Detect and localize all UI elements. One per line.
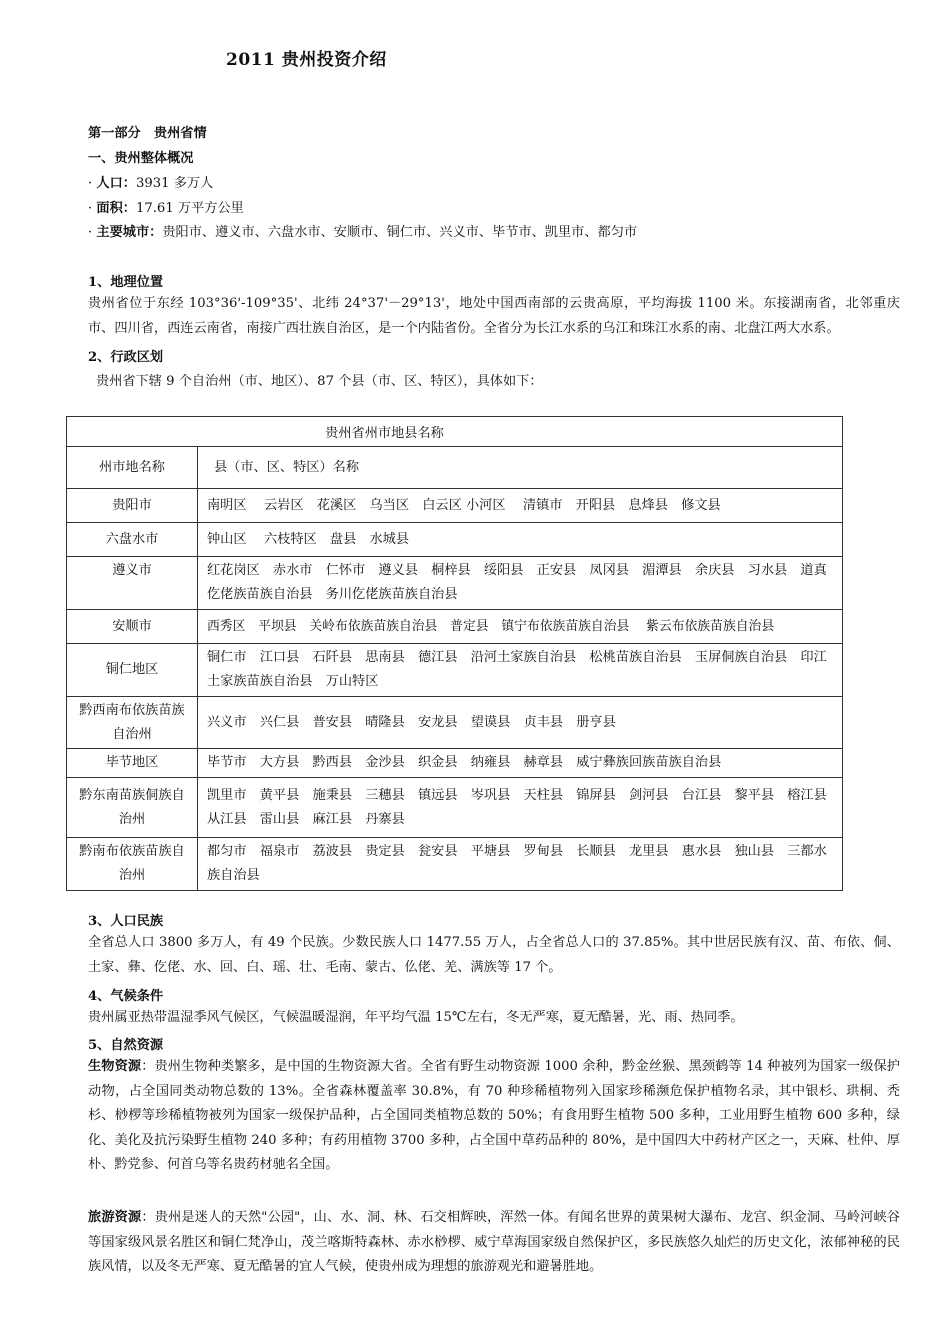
geo-paragraph: 贵州省位于东经 103°36'-109°35'、北纬 24°37'－29°13'，地处中国西南部的云贵高原，平均海拔 1100 米。东接湖南省，北邻重庆市、四川省，西连云南省，南接广西壮族自治区，是一个内陆省份。全省分为长江水系的乌江和珠江水系的南、北盘江两大水系。 bbox=[88, 296, 900, 336]
table-row bbox=[67, 838, 843, 891]
bullet-label: 面积： bbox=[96, 201, 136, 216]
county-list: 铜仁市 江口县 石阡县 思南县 德江县 沿河土家族自治县 松桃苗族自治县 玉屏侗族自治县 印江土家族苗族自治县 万山特区 bbox=[198, 644, 843, 697]
bullet-dot: · bbox=[88, 176, 97, 191]
bullet-label: 主要城市： bbox=[96, 225, 163, 240]
column-header-counties: 县（市、区、特区）名称 bbox=[198, 447, 843, 489]
overview-heading: 一、贵州整体概况 bbox=[88, 151, 194, 166]
county-list: 钟山区 六枝特区 盘县 水城县 bbox=[198, 523, 843, 557]
table-header-row bbox=[67, 447, 843, 489]
population-paragraph: 全省总人口 3800 多万人，有 49 个民族。少数民族人口 1477.55 万人，占全省总人口的 37.85%。其中世居民族有汉、苗、布依、侗、土家、彝、仡佬、水、回、白、瑶、壮、毛南、蒙古、仫佬、羌、满族等 17 个。 bbox=[88, 935, 900, 975]
county-list: 凯里市 黄平县 施秉县 三穗县 镇远县 岑巩县 天柱县 锦屏县 剑河县 台江县 黎平县 榕江县 从江县 雷山县 麻江县 丹寨县 bbox=[198, 778, 843, 838]
region-name: 铜仁地区 bbox=[67, 644, 198, 697]
admin-heading: 2、行政区划 bbox=[88, 350, 164, 365]
bullet-value: 贵阳市、遵义市、六盘水市、安顺市、铜仁市、兴义市、毕节市、凯里市、都匀市 bbox=[162, 225, 638, 240]
part-heading: 第一部分 贵州省情 bbox=[88, 126, 207, 141]
tourism-paragraph bbox=[88, 1206, 900, 1280]
county-list: 西秀区 平坝县 关岭布依族苗族自治县 普定县 镇宁布依族苗族自治县 紫云布依族苗族自治县 bbox=[198, 610, 843, 644]
document-title: 2011 贵州投资介绍 bbox=[226, 50, 387, 70]
bullet-value: 3931 多万人 bbox=[135, 176, 214, 191]
table-row bbox=[67, 644, 843, 697]
table-row bbox=[67, 489, 843, 523]
county-list: 都匀市 福泉市 荔波县 贵定县 瓮安县 平塘县 罗甸县 长顺县 龙里县 惠水县 独山县 三都水族自治县 bbox=[198, 838, 843, 891]
county-list: 红花岗区 赤水市 仁怀市 遵义县 桐梓县 绥阳县 正安县 凤冈县 湄潭县 余庆县 习水县 道真仡佬族苗族自治县 务川仡佬族苗族自治县 bbox=[198, 557, 843, 610]
climate-paragraph: 贵州属亚热带温湿季风气候区，气候温暖湿润，年平均气温 15℃左右，冬无严寒，夏无酷暑，光、雨、热同季。 bbox=[88, 1010, 744, 1025]
region-name: 毕节地区 bbox=[67, 749, 198, 778]
bullet-area bbox=[88, 197, 244, 216]
nature-heading: 5、自然资源 bbox=[88, 1038, 164, 1053]
tourism-label: 旅游资源 bbox=[88, 1210, 142, 1225]
bullet-dot: · bbox=[88, 201, 97, 216]
region-name: 黔东南苗族侗族自治州 bbox=[67, 778, 198, 838]
bio-paragraph bbox=[88, 1055, 900, 1178]
county-list: 南明区 云岩区 花溪区 乌当区 白云区 小河区 清镇市 开阳县 息烽县 修文县 bbox=[198, 489, 843, 523]
bullet-label: 人口： bbox=[96, 176, 136, 191]
bio-text: ：贵州生物种类繁多，是中国的生物资源大省。全省有野生动物资源 1000 余种，黔金丝猴、黑颈鹤等 14 种被列为国家一级保护动物，占全国同类动物总数的 13%。全省森林覆盖率 30.8%，有 70 种珍稀植物列入国家珍稀濒危保护植物名录，其中银杉、珙桐、秃杉、桫椤等珍稀植物被列为国家一级保护品种，占全国同类植物总数的 50%；有食用野生植物 500 多种，工业用野生植物 600 多种，绿化、美化及抗污染野生植物 240 多种；有药用植物 3700 多种，占全国中草药品种的 80%，是中国四大中药材产区之一，天麻、杜仲、厚朴、黔党参、何首乌等名贵药材驰名全国。 bbox=[88, 1059, 900, 1172]
region-name: 黔南布依族苗族自治州 bbox=[67, 838, 198, 891]
table-caption-row bbox=[67, 417, 843, 447]
region-name: 六盘水市 bbox=[67, 523, 198, 557]
region-name: 黔西南布依族苗族自治州 bbox=[67, 697, 198, 749]
column-header-region: 州市地名称 bbox=[67, 447, 198, 489]
table-row bbox=[67, 557, 843, 610]
table-caption: 贵州省州市地县名称 bbox=[67, 417, 843, 447]
admin-paragraph: 贵州省下辖 9 个自治州（市、地区）、87 个县（市、区、特区），具体如下： bbox=[96, 374, 543, 389]
population-heading: 3、人口民族 bbox=[88, 914, 164, 929]
table-row bbox=[67, 610, 843, 644]
table-row bbox=[67, 749, 843, 778]
region-name: 贵阳市 bbox=[67, 489, 198, 523]
region-name: 遵义市 bbox=[67, 557, 198, 610]
table-row bbox=[67, 778, 843, 838]
bullet-population bbox=[88, 172, 213, 191]
geo-heading: 1、地理位置 bbox=[88, 275, 164, 290]
table-row bbox=[67, 523, 843, 557]
county-list: 毕节市 大方县 黔西县 金沙县 织金县 纳雍县 赫章县 威宁彝族回族苗族自治县 bbox=[198, 749, 843, 778]
bullet-cities bbox=[88, 221, 637, 240]
table-row bbox=[67, 697, 843, 749]
bullet-value: 17.61 万平方公里 bbox=[135, 201, 244, 216]
bullet-dot: · bbox=[88, 225, 97, 240]
county-list: 兴义市 兴仁县 普安县 晴隆县 安龙县 望谟县 贞丰县 册亨县 bbox=[198, 697, 843, 749]
regions-table bbox=[66, 416, 843, 891]
bio-label: 生物资源 bbox=[88, 1059, 142, 1074]
tourism-text: ：贵州是迷人的天然"公园"，山、水、洞、林、石交相辉映，浑然一体。有闻名世界的黄果树大瀑布、龙宫、织金洞、马岭河峡谷等国家级风景名胜区和铜仁梵净山，茂兰喀斯特森林、赤水桫椤、威宁草海国家级自然保护区，多民族悠久灿烂的历史文化，浓郁神秘的民族风情，以及冬无严寒、夏无酷暑的宜人气候，使贵州成为理想的旅游观光和避暑胜地。 bbox=[88, 1210, 900, 1274]
region-name: 安顺市 bbox=[67, 610, 198, 644]
climate-heading: 4、气候条件 bbox=[88, 989, 164, 1004]
